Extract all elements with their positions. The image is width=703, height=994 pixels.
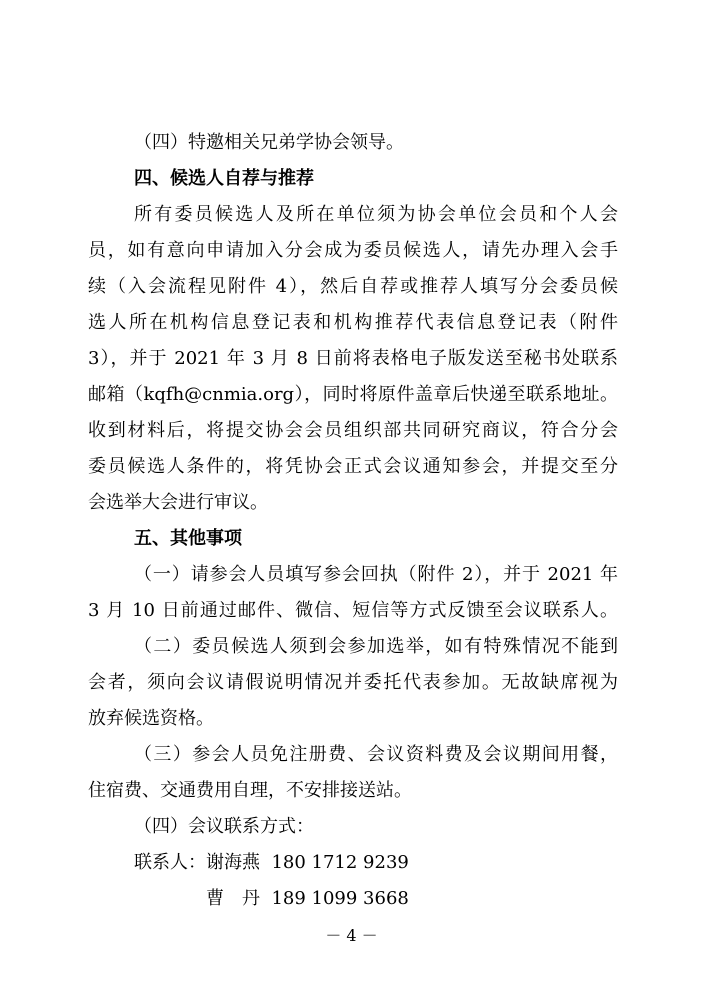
paragraph-line: （四）会议联系方式： <box>134 816 314 837</box>
paragraph-line: （三）参会人员免注册费、会议资料费及会议期间用餐， <box>134 744 618 765</box>
paragraph-line: 续（入会流程见附件 4），然后自荐或推荐人填写分会委员候 <box>88 276 618 297</box>
contact-row <box>134 852 664 874</box>
paragraph-line: 3 月 10 日前通过邮件、微信、短信等方式反馈至会议联系人。 <box>88 600 618 621</box>
paragraph-line: 员，如有意向申请加入分会成为委员候选人，请先办理入会手 <box>88 240 618 261</box>
section-heading: 五、其他事项 <box>134 528 242 549</box>
section-heading: 四、候选人自荐与推荐 <box>134 168 314 189</box>
paragraph-line: 邮箱（kqfh@cnmia.org），同时将原件盖章后快递至联系地址。 <box>88 384 618 405</box>
paragraph-line: （一）请参会人员填写参会回执（附件 2），并于 2021 年 <box>134 564 618 585</box>
paragraph-line: 3），并于 2021 年 3 月 8 日前将表格电子版发送至秘书处联系 <box>88 348 618 369</box>
paragraph-line: 会者，须向会议请假说明情况并委托代表参加。无故缺席视为 <box>88 672 618 693</box>
contact-label: 联系人： <box>134 852 206 873</box>
paragraph-line: 会选举大会进行审议。 <box>88 492 268 513</box>
contact-name: 谢海燕 <box>206 852 260 873</box>
paragraph-line: 委员候选人条件的，将凭协会正式会议通知参会，并提交至分 <box>88 456 618 477</box>
contact-phone: 180 1712 9239 <box>271 852 409 873</box>
paragraph-line: 放弃候选资格。 <box>88 708 214 729</box>
paragraph-line: （二）委员候选人须到会参加选举，如有特殊情况不能到 <box>134 636 618 657</box>
paragraph-line: 住宿费、交通费用自理，不安排接送站。 <box>88 780 412 801</box>
paragraph-line: （四）特邀相关兄弟学协会领导。 <box>134 132 404 153</box>
contact-name: 曹 丹 <box>206 888 260 909</box>
page-number: － 4 － <box>325 926 378 945</box>
paragraph-line: 收到材料后，将提交协会会员组织部共同研究商议，符合分会 <box>88 420 618 441</box>
paragraph-line: 选人所在机构信息登记表和机构推荐代表信息登记表（附件 <box>88 312 618 333</box>
contact-row <box>206 888 703 910</box>
paragraph-line: 所有委员候选人及所在单位须为协会单位会员和个人会 <box>134 204 618 225</box>
contact-phone: 189 1099 3668 <box>271 888 409 909</box>
